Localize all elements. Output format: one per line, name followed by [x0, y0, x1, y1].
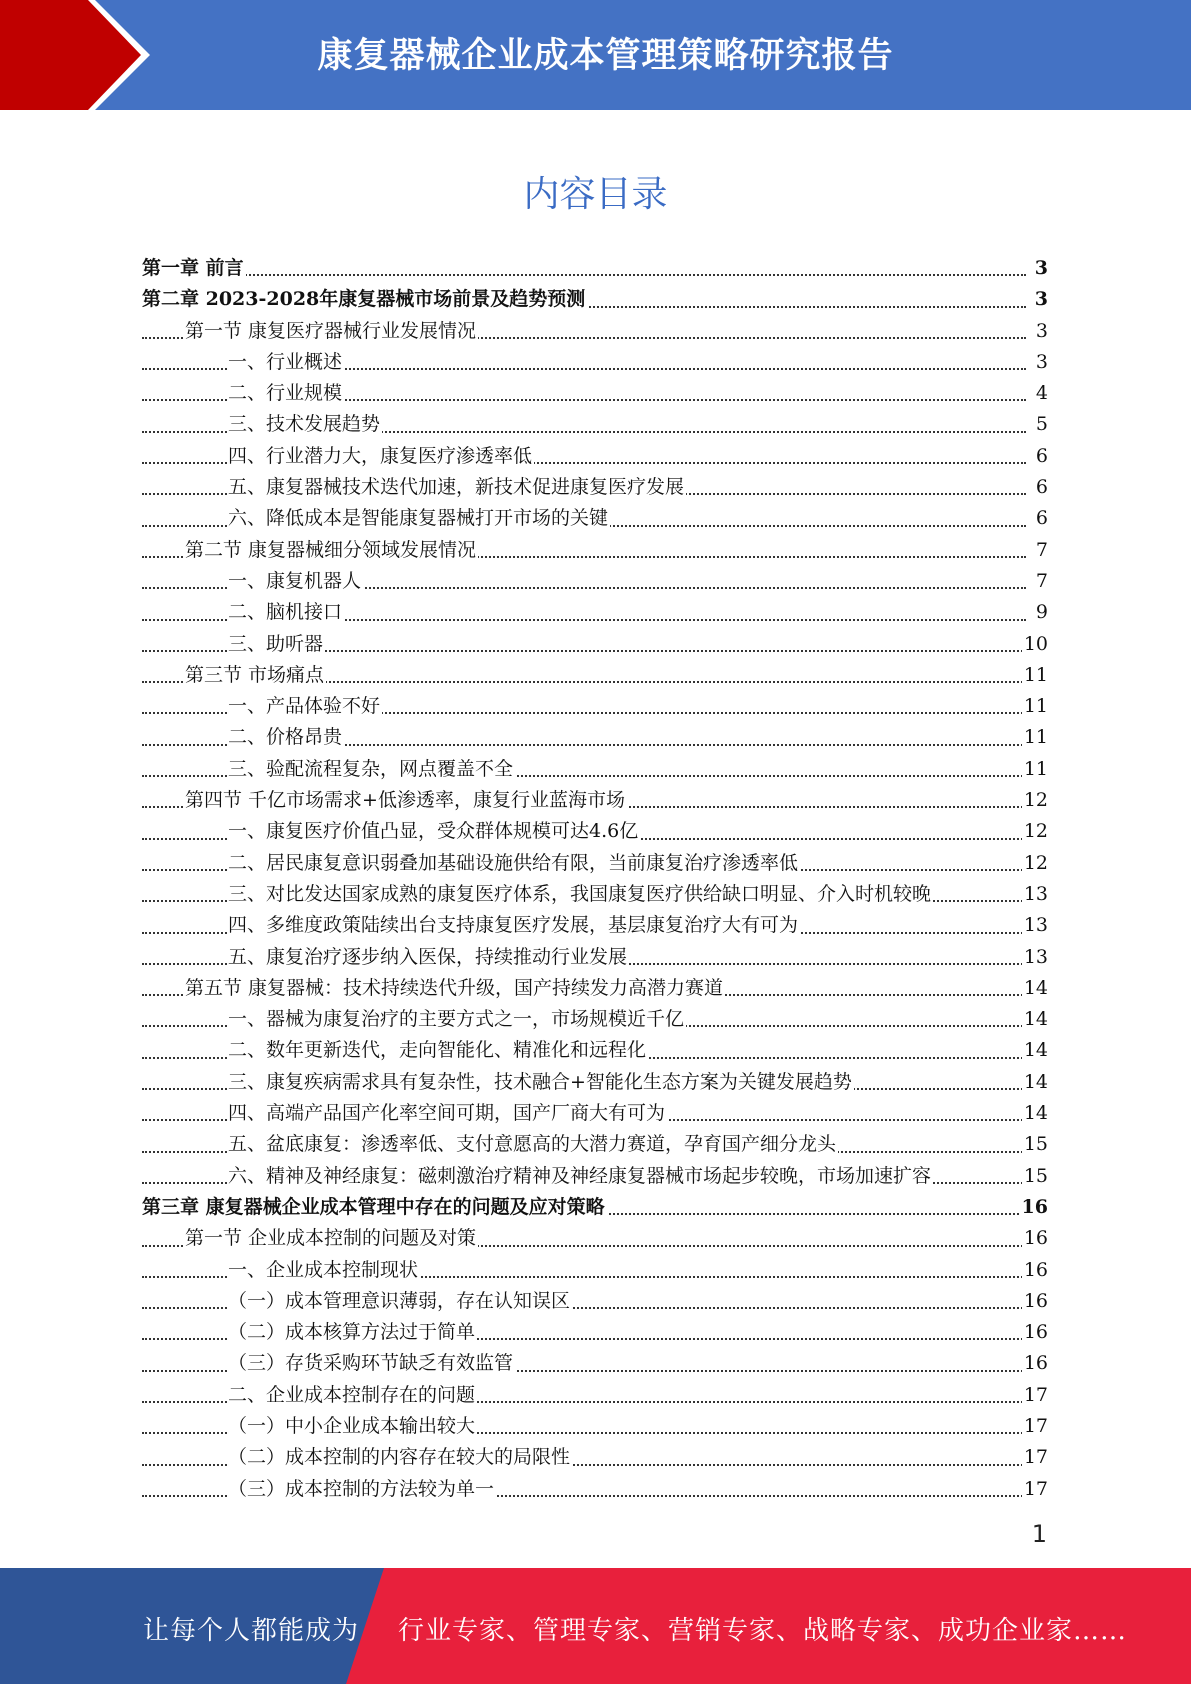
toc-entry-page: 12 [1022, 848, 1048, 879]
toc-entry-page: 14 [1022, 1098, 1048, 1129]
toc-entry-title: （一）成本管理意识薄弱，存在认知误区 [228, 1289, 571, 1312]
toc-entry-page: 14 [1022, 1004, 1048, 1035]
toc-entry[interactable] [142, 816, 1048, 847]
toc-entry-title: 三、康复疾病需求具有复杂性，技术融合+智能化生态方案为关键发展趋势 [228, 1070, 852, 1093]
toc-entry-title: 第四节 千亿市场需求+低渗透率，康复行业蓝海市场 [185, 789, 625, 812]
toc-entry-page: 17 [1022, 1411, 1048, 1442]
toc-entry-title: 第一章 前言 [142, 257, 244, 279]
toc-entry[interactable] [142, 1380, 1048, 1411]
toc-entry-page: 3 [1033, 253, 1048, 284]
toc-entry-page: 3 [1033, 284, 1048, 315]
toc-entry-title: 三、验配流程复杂，网点覆盖不全 [228, 757, 514, 780]
toc-entry-page: 16 [1020, 1192, 1048, 1223]
toc-entry-title: 六、精神及神经康复：磁刺激治疗精神及神经康复器械市场起步较晚，市场加速扩容 [228, 1164, 932, 1187]
toc-entry-title: 第一节 企业成本控制的问题及对策 [185, 1227, 477, 1250]
toc-entry-page: 13 [1022, 879, 1048, 910]
toc-entry-page: 11 [1022, 691, 1048, 722]
toc-entry-page: 14 [1022, 1035, 1048, 1066]
toc-entry-page: 3 [1034, 347, 1048, 378]
toc-entry-page: 17 [1022, 1380, 1048, 1411]
toc-entry-title: （二）成本核算方法过于简单 [228, 1321, 476, 1344]
toc-entry-page: 16 [1022, 1317, 1048, 1348]
toc-entry[interactable] [142, 284, 1048, 315]
toc-entry-page: 16 [1022, 1286, 1048, 1317]
toc-entry-title: 四、行业潜力大，康复医疗渗透率低 [228, 444, 533, 467]
toc-entry-page: 11 [1022, 660, 1048, 691]
toc-entry[interactable] [142, 1004, 1048, 1035]
toc-entry-page: 6 [1034, 503, 1048, 534]
toc-entry-page: 7 [1034, 535, 1048, 566]
toc-entry-title: 第二节 康复器械细分领域发展情况 [185, 538, 477, 561]
toc-entry-page: 13 [1022, 910, 1048, 941]
toc-entry[interactable] [142, 566, 1048, 597]
toc-entry[interactable] [142, 1286, 1048, 1317]
toc-entry-page: 11 [1022, 754, 1048, 785]
toc-entry-page: 5 [1034, 409, 1048, 440]
toc-entry-title: 一、康复机器人 [228, 569, 362, 592]
report-title: 康复器械企业成本管理策略研究报告 [317, 36, 894, 76]
toc-entry[interactable] [142, 1192, 1048, 1223]
toc-entry-page: 16 [1022, 1223, 1048, 1254]
toc-entry-title: 三、技术发展趋势 [228, 413, 381, 436]
toc-entry-title: 一、产品体验不好 [228, 695, 381, 718]
toc-entry-page: 6 [1034, 441, 1048, 472]
toc-entry-title: 第五节 康复器械：技术持续迭代升级，国产持续发力高潜力赛道 [185, 976, 724, 999]
toc-entry-page: 9 [1034, 597, 1048, 628]
toc-entry[interactable] [142, 660, 1048, 691]
toc-entry-page: 10 [1022, 629, 1048, 660]
toc-entry[interactable] [142, 1442, 1048, 1473]
toc-entry-title: 一、康复医疗价值凸显，受众群体规模可达4.6亿 [228, 820, 639, 843]
toc-entry-title: 二、数年更新迭代，走向智能化、精准化和远程化 [228, 1039, 647, 1062]
toc-entry[interactable] [142, 879, 1048, 910]
toc-entry-title: 一、行业概述 [228, 350, 343, 373]
footer-band [0, 1568, 1191, 1684]
toc-entry-page: 14 [1022, 1067, 1048, 1098]
toc-entry[interactable] [142, 1411, 1048, 1442]
toc-entry[interactable] [142, 1129, 1048, 1160]
toc-entry-title: 五、盆底康复：渗透率低、支付意愿高的大潜力赛道，孕育国产细分龙头 [228, 1133, 837, 1156]
toc-entry-page: 12 [1022, 816, 1048, 847]
toc-entry-title: （二）成本控制的内容存在较大的局限性 [228, 1446, 571, 1469]
toc-entry[interactable] [142, 754, 1048, 785]
toc-entry[interactable] [142, 503, 1048, 534]
toc-entry[interactable] [142, 1317, 1048, 1348]
toc-entry[interactable] [142, 1161, 1048, 1192]
toc-entry[interactable] [142, 378, 1048, 409]
toc-entry[interactable] [142, 1098, 1048, 1129]
toc-entry[interactable] [142, 597, 1048, 628]
toc-entry-title: 一、企业成本控制现状 [228, 1258, 419, 1281]
toc-entry-page: 16 [1022, 1348, 1048, 1379]
toc-entry-title: 第三节 市场痛点 [185, 663, 325, 686]
toc-entry[interactable] [142, 1474, 1048, 1505]
toc-entry-page: 7 [1034, 566, 1048, 597]
header-band [0, 0, 1191, 110]
toc-entry[interactable] [142, 942, 1048, 973]
toc-entry-page: 12 [1022, 785, 1048, 816]
toc-entry-title: 一、器械为康复治疗的主要方式之一，市场规模近千亿 [228, 1008, 685, 1031]
table-of-contents [142, 253, 1048, 1505]
toc-entry-page: 14 [1022, 973, 1048, 1004]
toc-entry-title: 二、行业规模 [228, 382, 343, 405]
toc-entry-title: 三、对比发达国家成熟的康复医疗体系，我国康复医疗供给缺口明显、介入时机较晚 [228, 882, 932, 905]
toc-entry[interactable] [142, 441, 1048, 472]
toc-entry-title: （三）存货采购环节缺乏有效监管 [228, 1352, 514, 1375]
toc-entry[interactable] [142, 1035, 1048, 1066]
toc-entry-title: 第二章 2023-2028年康复器械市场前景及趋势预测 [142, 288, 586, 311]
toc-entry[interactable] [142, 1067, 1048, 1098]
toc-entry[interactable] [142, 347, 1048, 378]
toc-entry[interactable] [142, 973, 1048, 1004]
toc-entry-title: 四、多维度政策陆续出台支持康复医疗发展，基层康复治疗大有可为 [228, 914, 799, 937]
toc-entry[interactable] [142, 253, 1048, 284]
footer-slogan-right: 行业专家、管理专家、营销专家、战略专家、成功企业家…… [398, 1616, 1128, 1646]
toc-entry[interactable] [142, 785, 1048, 816]
toc-entry-page: 15 [1022, 1161, 1048, 1192]
toc-entry-page: 6 [1034, 472, 1048, 503]
footer-slogan-left: 让每个人都能成为 [143, 1616, 360, 1646]
toc-entry[interactable] [142, 1348, 1048, 1379]
toc-entry[interactable] [142, 472, 1048, 503]
toc-entry-title: 二、企业成本控制存在的问题 [228, 1383, 476, 1406]
toc-entry[interactable] [142, 691, 1048, 722]
toc-entry[interactable] [142, 1223, 1048, 1254]
dot-leader [142, 274, 1026, 276]
toc-entry[interactable] [142, 409, 1048, 440]
toc-entry-title: 四、高端产品国产化率空间可期，国产厂商大有可为 [228, 1102, 666, 1125]
toc-entry-title: 第一节 康复医疗器械行业发展情况 [185, 319, 477, 342]
toc-entry-page: 4 [1034, 378, 1048, 409]
toc-entry[interactable] [142, 535, 1048, 566]
toc-entry-page: 3 [1034, 316, 1048, 347]
toc-entry-title: 二、脑机接口 [228, 601, 343, 624]
toc-entry-title: 五、康复治疗逐步纳入医保，持续推动行业发展 [228, 945, 628, 968]
toc-entry[interactable] [142, 1255, 1048, 1286]
toc-entry-page: 15 [1022, 1129, 1048, 1160]
toc-entry-page: 17 [1022, 1442, 1048, 1473]
toc-entry[interactable] [142, 910, 1048, 941]
toc-entry-title: 二、居民康复意识弱叠加基础设施供给有限，当前康复治疗渗透率低 [228, 851, 799, 874]
toc-entry-title: 六、降低成本是智能康复器械打开市场的关键 [228, 507, 609, 530]
toc-entry-page: 16 [1022, 1255, 1048, 1286]
toc-entry-page: 11 [1022, 722, 1048, 753]
toc-entry[interactable] [142, 722, 1048, 753]
toc-entry-title: （三）成本控制的方法较为单一 [228, 1477, 495, 1500]
page-number: 1 [1031, 1520, 1047, 1548]
toc-heading: 内容目录 [523, 174, 668, 215]
toc-entry[interactable] [142, 629, 1048, 660]
toc-entry[interactable] [142, 848, 1048, 879]
toc-entry[interactable] [142, 316, 1048, 347]
toc-entry-title: （一）中小企业成本输出较大 [228, 1414, 476, 1437]
toc-entry-title: 三、助听器 [228, 632, 324, 655]
toc-entry-title: 第三章 康复器械企业成本管理中存在的问题及应对策略 [142, 1195, 605, 1218]
toc-entry-page: 17 [1022, 1474, 1048, 1505]
toc-entry-title: 二、价格昂贵 [228, 726, 343, 749]
toc-entry-page: 13 [1022, 942, 1048, 973]
toc-entry-title: 五、康复器械技术迭代加速，新技术促进康复医疗发展 [228, 476, 685, 499]
